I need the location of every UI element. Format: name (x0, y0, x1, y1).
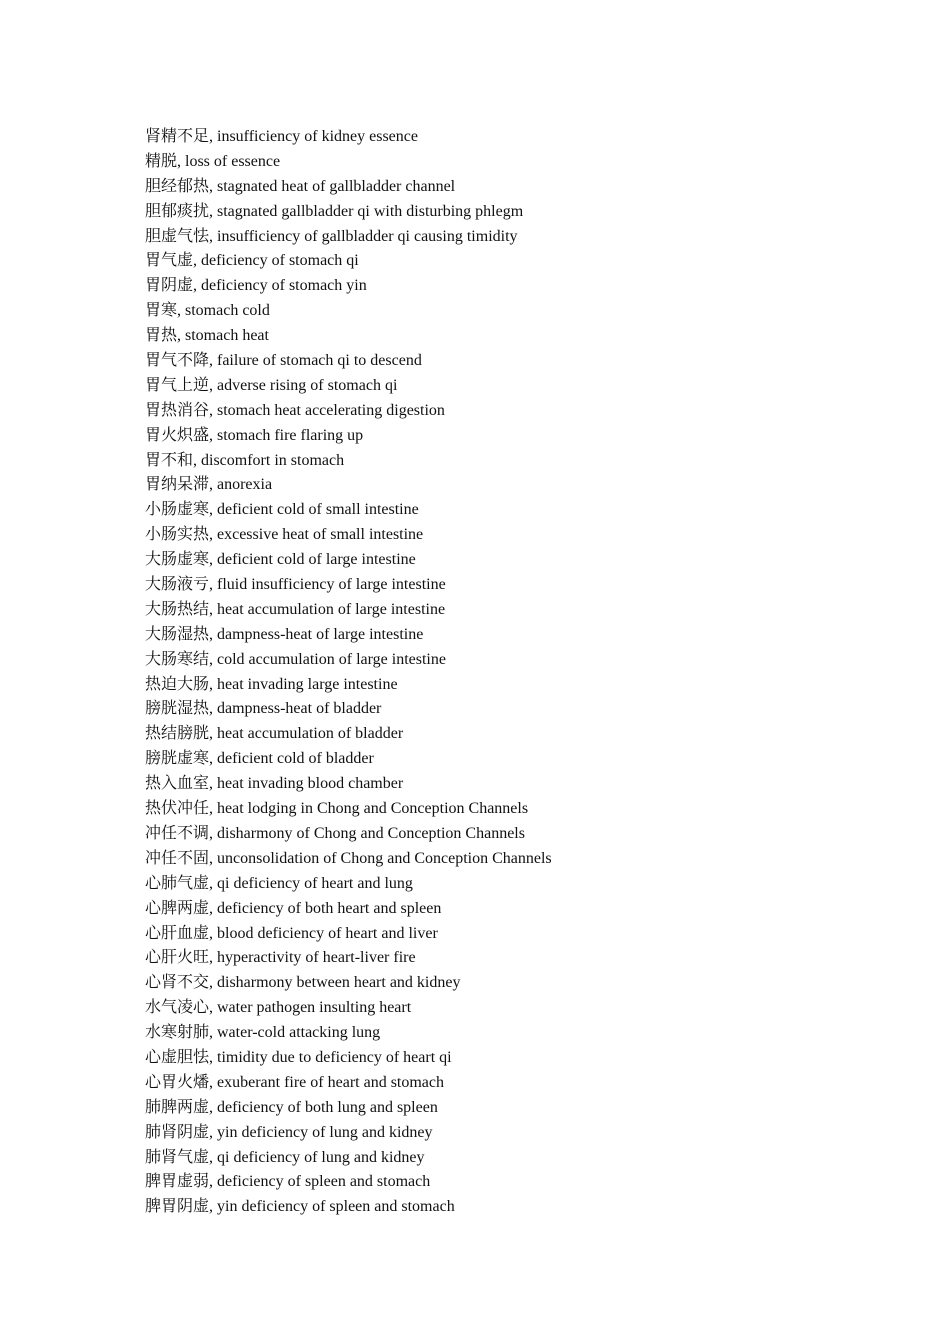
glossary-entry: 肾精不足, insufficiency of kidney essence (145, 128, 418, 145)
glossary-entry: 热结膀胱, heat accumulation of bladder (145, 725, 404, 743)
glossary-entry: 胃气虚, deficiency of stomach qi (145, 252, 359, 270)
glossary-entry: 冲任不固, unconsolidation of Chong and Conception Channels (145, 849, 552, 867)
glossary-entry: 脾胃虚弱, deficiency of spleen and stomach (145, 1173, 431, 1191)
glossary-entry: 热伏冲任, heat lodging in Chong and Conception Channels (145, 800, 529, 818)
glossary-entry: 胃热消谷, stomach heat accelerating digestion (145, 401, 445, 419)
glossary-entry: 胃火炽盛, stomach fire flaring up (145, 426, 364, 444)
glossary-entry: 胃纳呆滞, anorexia (145, 476, 273, 494)
glossary-entry: 脾胃阴虚, yin deficiency of spleen and stomach (145, 1198, 455, 1216)
glossary-entry: 大肠湿热, dampness-heat of large intestine (145, 625, 424, 643)
glossary-entry: 膀胱虚寒, deficient cold of bladder (145, 750, 374, 768)
glossary-entry: 肺脾两虚, deficiency of both lung and spleen (145, 1098, 438, 1116)
glossary-entry: 胃气不降, failure of stomach qi to descend (145, 352, 422, 370)
glossary-entry: 冲任不调, disharmony of Chong and Conception Channels (145, 824, 525, 842)
glossary-entry: 热迫大肠, heat invading large intestine (145, 675, 398, 693)
glossary-entry: 热入血室, heat invading blood chamber (145, 775, 404, 793)
glossary-entry: 大肠液亏, fluid insufficiency of large intestine (145, 576, 446, 594)
glossary-entry: 胆虚气怯, insufficiency of gallbladder qi causing timidity (145, 227, 518, 245)
glossary-entry: 大肠热结, heat accumulation of large intestine (145, 600, 446, 618)
glossary-entry: 精脱, loss of essence (145, 152, 281, 170)
glossary-entry: 小肠虚寒, deficient cold of small intestine (145, 501, 419, 519)
glossary-entry: 胃寒, stomach cold (145, 302, 270, 320)
glossary-entry: 胃不和, discomfort in stomach (145, 451, 345, 469)
glossary-entry: 心肾不交, disharmony between heart and kidney (145, 974, 461, 992)
glossary-entry: 心胃火燔, exuberant fire of heart and stomach (145, 1073, 445, 1091)
glossary-entry: 小肠实热, excessive heat of small intestine (145, 526, 424, 544)
glossary-entry: 肺肾阴虚, yin deficiency of lung and kidney (145, 1123, 433, 1141)
glossary-entry: 水气凌心, water pathogen insulting heart (145, 999, 412, 1017)
glossary-entry: 心肺气虚, qi deficiency of heart and lung (145, 874, 413, 892)
glossary-entry: 胃热, stomach heat (145, 327, 269, 345)
glossary-entry: 胆郁痰扰, stagnated gallbladder qi with disturbing phlegm (145, 202, 524, 220)
glossary-entry: 胆经郁热, stagnated heat of gallbladder channel (145, 177, 456, 195)
glossary-entry: 肺肾气虚, qi deficiency of lung and kidney (145, 1148, 425, 1166)
glossary-entry: 心脾两虚, deficiency of both heart and spleen (145, 899, 442, 917)
glossary-entry: 膀胱湿热, dampness-heat of bladder (145, 700, 382, 718)
glossary-entry: 心肝火旺, hyperactivity of heart-liver fire (145, 949, 416, 967)
glossary-entry: 胃阴虚, deficiency of stomach yin (145, 277, 367, 295)
glossary-entry: 大肠虚寒, deficient cold of large intestine (145, 551, 416, 569)
glossary-entry: 胃气上逆, adverse rising of stomach qi (145, 376, 398, 394)
glossary-entry: 水寒射肺, water-cold attacking lung (145, 1024, 381, 1042)
glossary-entry: 心肝血虚, blood deficiency of heart and liver (145, 924, 438, 942)
glossary-entry: 大肠寒结, cold accumulation of large intestine (145, 650, 446, 668)
glossary-entry: 心虚胆怯, timidity due to deficiency of heart qi (145, 1048, 452, 1066)
glossary-list (145, 125, 552, 1220)
